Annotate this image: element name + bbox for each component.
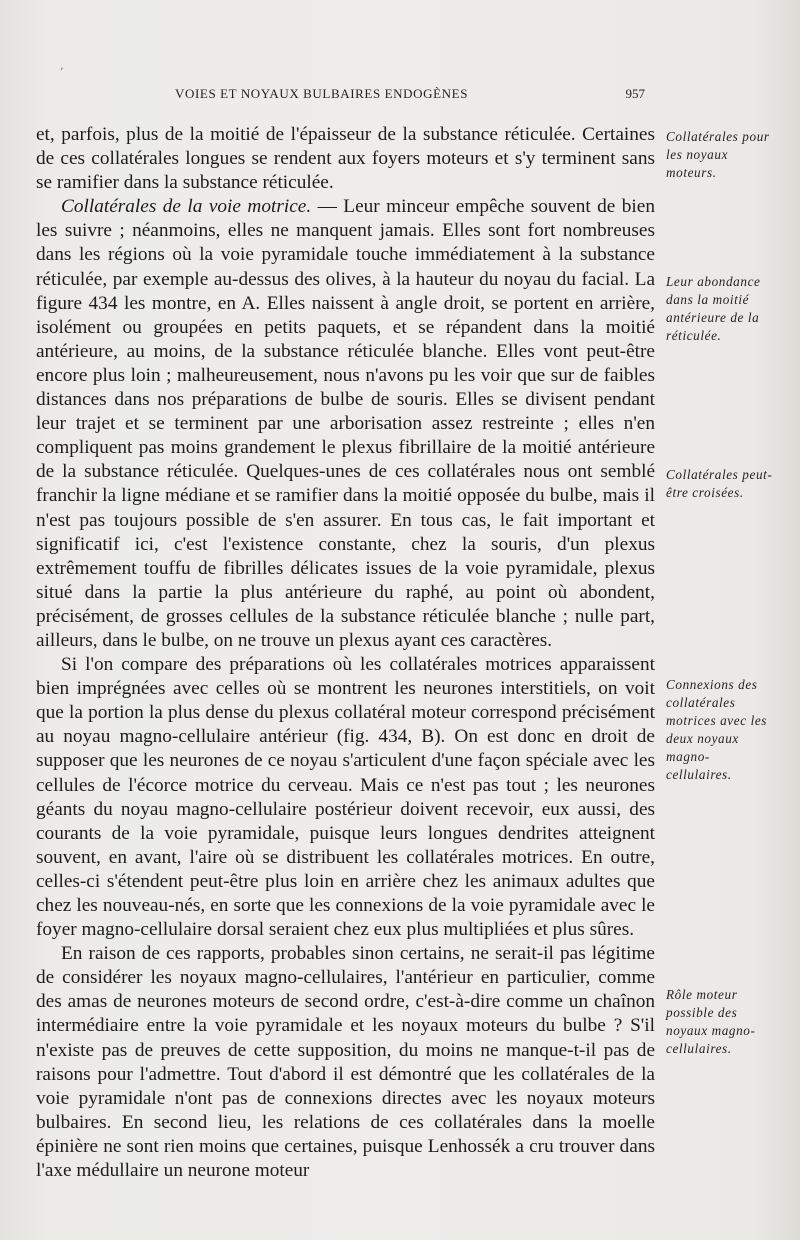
margin-note: Collatérales pour les noyaux moteurs. [666, 129, 770, 180]
paragraph: Si l'on compare des préparations où les collatérales motrices apparaissent bien imprégnées avec celles où se montrent les neurones interstitiels, on voit que la portion la plus dense du plexus collatéral moteur correspond précisément au noyau magno-cellulaire antérieur (fig. 434, B). On est donc en droit de supposer que les neurones de ce noyau s'articulent d'une façon spéciale avec les cellules de l'écorce motrice du cerveau. Mais ce n'est pas tout ; les neurones géants du noyau magno-cellulaire postérieur doivent recevoir, eux aussi, des courants de la voie pyramidale, puisque leurs longues dendrites atteignent souvent, en avant, l'aire où se distribuent les collatérales motrices. En outre, celles-ci s'étendent peut-être plus loin en arrière chez les animaux adultes que chez les nouveau-nés, en sorte que les connexions de la voie pyramidale avec le foyer magno-cellulaire dorsal seraient chez eux plus multipliées et plus sûres. [36, 654, 655, 941]
main-text [36, 123, 655, 1183]
paragraph [36, 195, 655, 653]
paragraph: et, parfois, plus de la moitié de l'épaisseur de la substance réticulée. Certaines de ces collatérales longues se rendent aux foyers moteurs et s'y terminent sans se ramifier dans la substance réticulée. [36, 124, 655, 194]
margin-note: Collatérales peut-être croisées. [666, 467, 773, 500]
page-number: 957 [625, 86, 645, 101]
margin-note: Connexions des collatérales motrices avec les deux noyaux magno-cellulaires. [666, 677, 768, 782]
paragraph-text: — Leur minceur empêche souvent de bien les suivre ; néanmoins, elles ne manquent jamais. Elles sont fort nombreuses dans les régions où la voie pyramidale touche immédiatement à la substance réticulée, par exemple au-dessus des olives, à la hauteur du noyau du facial. La figure 434 les montre, en A. Elles naissent à angle droit, se portent en arrière, isolément ou groupées en petits paquets, et se répandent dans la moitié antérieure, au moins, de la substance réticulée blanche. Elles vont peut-être encore plus loin ; malheureusement, nous n'avons pu les voir que sur de faibles distances dans nos préparations de bulbe de souris. Elles se divisent pendant leur trajet et se terminent par une arborisation assez restreinte ; elles n'en compliquent pas moins grandement le plexus fibrillaire de la moitié antérieure de la substance réticulée. Quelques-unes de ces collatérales nous ont semblé franchir la ligne médiane et se ramifier dans la moitié opposée du bulbe, mais il n'est pas toujours possible de s'en assurer. En tous cas, le fait important et significatif ici, c'est l'existence constante, chez la souris, d'un plexus extrêmement touffu de fibrilles délicates issues de la voie pyramidale, plexus situé dans la partie la plus antérieure du raphé, au point où abondent, précisément, de grosses cellules de la substance réticulée blanche ; nulle part, ailleurs, dans le bulbe, on ne trouve un plexus ayant ces caractères. [36, 196, 655, 651]
margin-note: Rôle moteur possible des noyaux magno-cellulaires. [666, 987, 756, 1056]
paragraph: En raison de ces rapports, probables sinon certains, ne serait-il pas légitime de considérer les noyaux magno-cellulaires, l'antérieur en particulier, comme des amas de neurones moteurs de second ordre, c'est-à-dire comme un chaînon intermédiaire entre la voie pyramidale et les noyaux moteurs du bulbe ? S'il n'existe pas de preuves de cette supposition, du moins ne manque-t-il pas de raisons pour l'admettre. Tout d'abord il est démontré que les collatérales de la voie pyramidale n'ont pas de connexions directes avec les noyaux moteurs bulbaires. En second lieu, les relations de ces collatérales dans la moelle épinière ne sont rien moins que certaines, puisque Lenhossék a cru trouver dans l'axe médullaire un neurone moteur [36, 943, 655, 1182]
margin-note: Leur abondance dans la moitié antérieure de la réticulée. [666, 274, 761, 343]
running-header [175, 86, 645, 106]
header-title: VOIES ET NOYAUX BULBAIRES ENDOGÈNES [175, 86, 469, 101]
page-mark: , [60, 58, 64, 72]
section-heading: Collatérales de la voie motrice. [61, 196, 312, 218]
